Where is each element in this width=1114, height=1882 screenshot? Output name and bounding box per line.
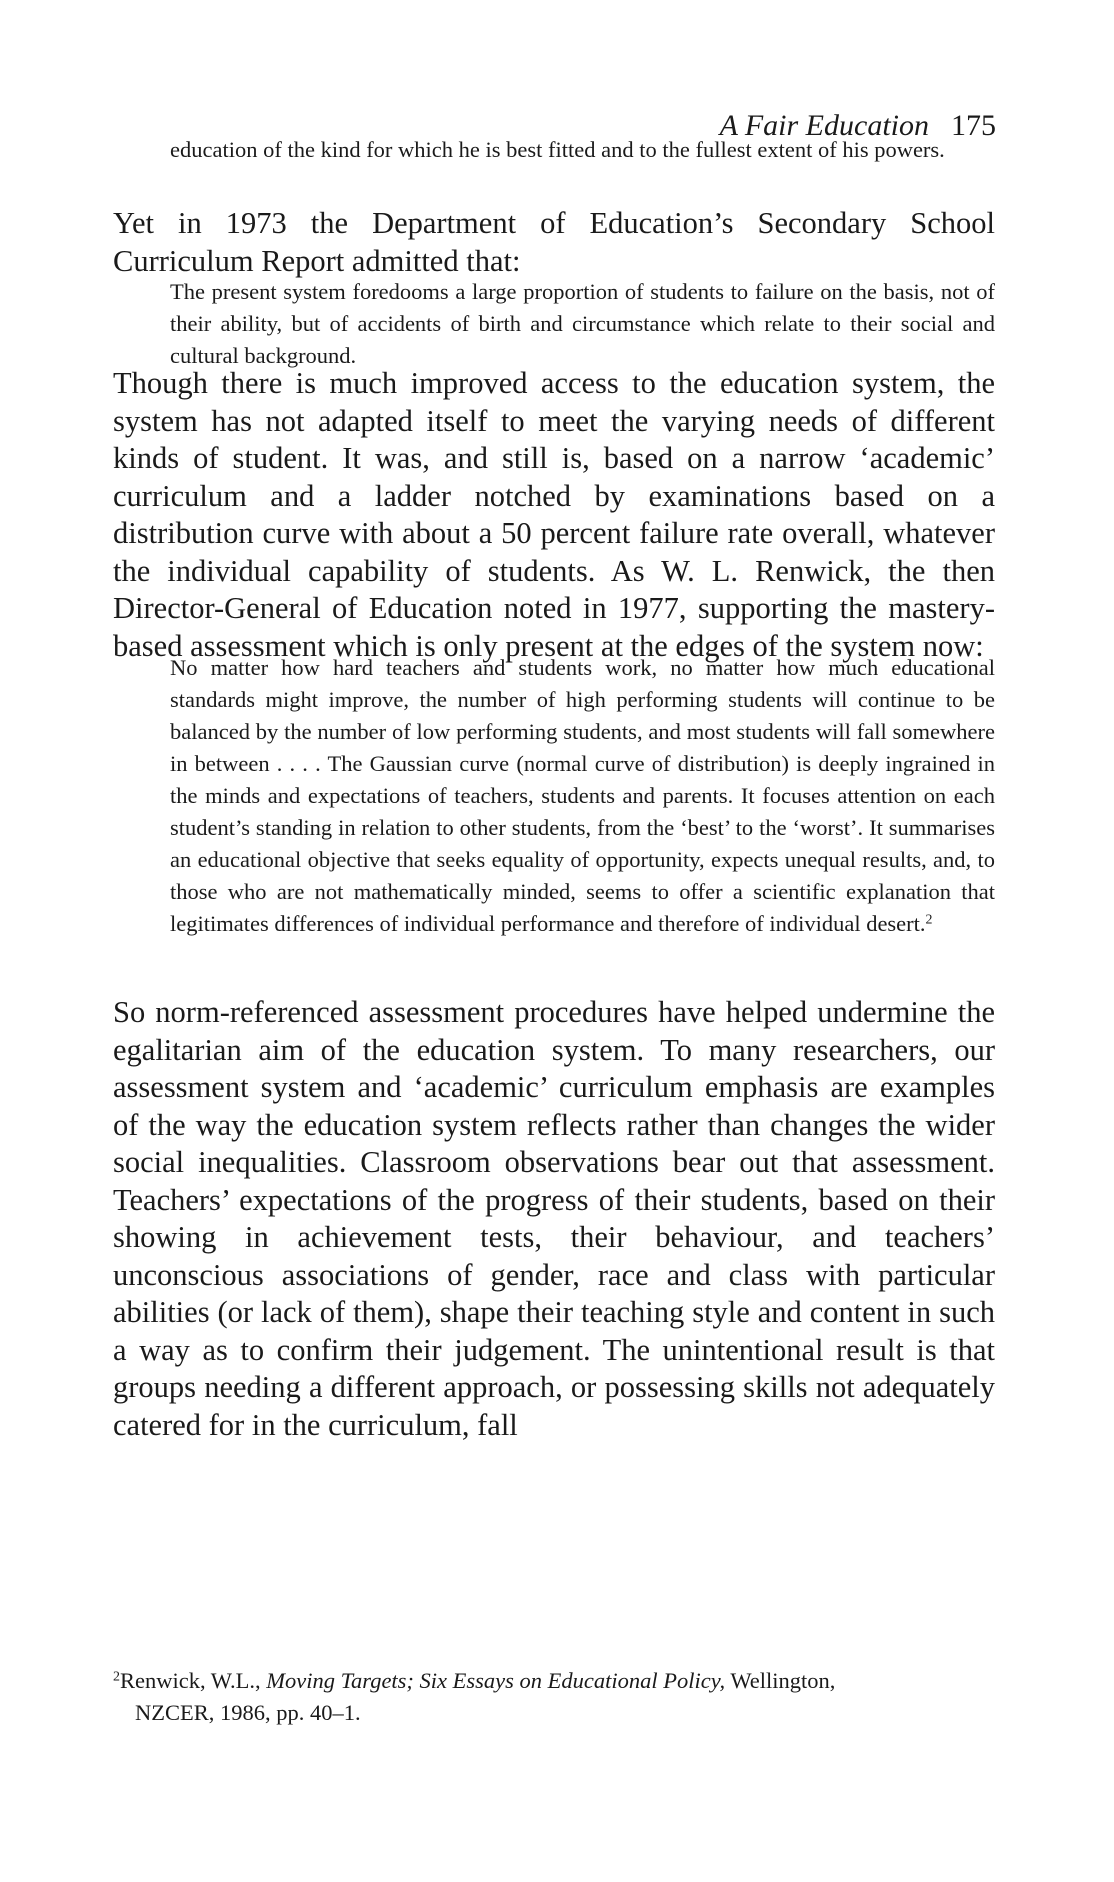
running-head-title: A Fair Education	[719, 109, 929, 142]
footnote-marker: 2	[113, 1669, 120, 1685]
paragraph-report-intro: Yet in 1973 the Department of Education’s Secondary School Curriculum Report admitted that:	[113, 206, 995, 278]
footnote-place: Wellington,	[725, 1668, 836, 1693]
page-number: 175	[951, 109, 996, 142]
footnote-line	[113, 1665, 995, 1697]
block-quote-renwick	[170, 652, 995, 940]
paragraph-education-access: Though there is much improved access to the education system, the system has not adapted itself to meet the varying needs of different kinds of student. It was, and still is, based on a narrow ‘academic’ curriculum and a ladder notched by examinations based on a distribution curve with about a 50 percent failure rate overall, whatever the individual capability of students. As W. L. Renwick, the then Director-General of Education noted in 1977, supporting the mastery-based assessment which is only present at the edges of the system now:	[113, 366, 995, 663]
footnote-book-title: Moving Targets; Six Essays on Educational Policy,	[266, 1668, 726, 1693]
footnote-publisher: NZCER, 1986, pp. 40–1.	[135, 1700, 361, 1725]
block-quote-curriculum-report: The present system foredooms a large proportion of students to failure on the basis, not of their ability, but of accidents of birth and circumstance which relate to their social and cultural background.	[170, 279, 995, 368]
footnote	[113, 1665, 995, 1729]
footnote-reference: 2	[925, 912, 933, 928]
block-quote-renwick-text: No matter how hard teachers and students work, no matter how much educational standards might improve, the number of high performing students will continue to be balanced by the number of low performing students, and most students will fall somewhere in between . . . . The Gaussian curve (normal curve of distribution) is deeply ingrained in the minds and expectations of teachers, students and parents. It focuses attention on each student’s standing in relation to other students, from the ‘best’ to the ‘worst’. It summarises an educational objective that seeks equality of opportunity, expects unequal results, and, to those who are not mathematically minded, seems to offer a scientific explanation that legitimates differences of individual performance and therefore of individual desert.	[170, 655, 995, 936]
block-quote-continuation: education of the kind for which he is best fitted and to the fullest extent of his powers.	[170, 137, 945, 162]
footnote-author: Renwick, W.L.,	[119, 1668, 267, 1693]
paragraph-norm-referenced: So norm-referenced assessment procedures have helped undermine the egalitarian aim of the education system. To many researchers, our assessment system and ‘academic’ curriculum emphasis are examples of the way the education system reflects rather than changes the wider social inequalities. Classroom observations bear out that assessment. Teachers’ expectations of the progress of their students, based on their showing in achievement tests, their behaviour, and teachers’ unconscious associations of gender, race and class with particular abilities (or lack of them), shape their teaching style and content in such a way as to confirm their judgement. The unintentional result is that groups needing a different approach, or possessing skills not adequately catered for in the curriculum, fall	[113, 995, 995, 1442]
